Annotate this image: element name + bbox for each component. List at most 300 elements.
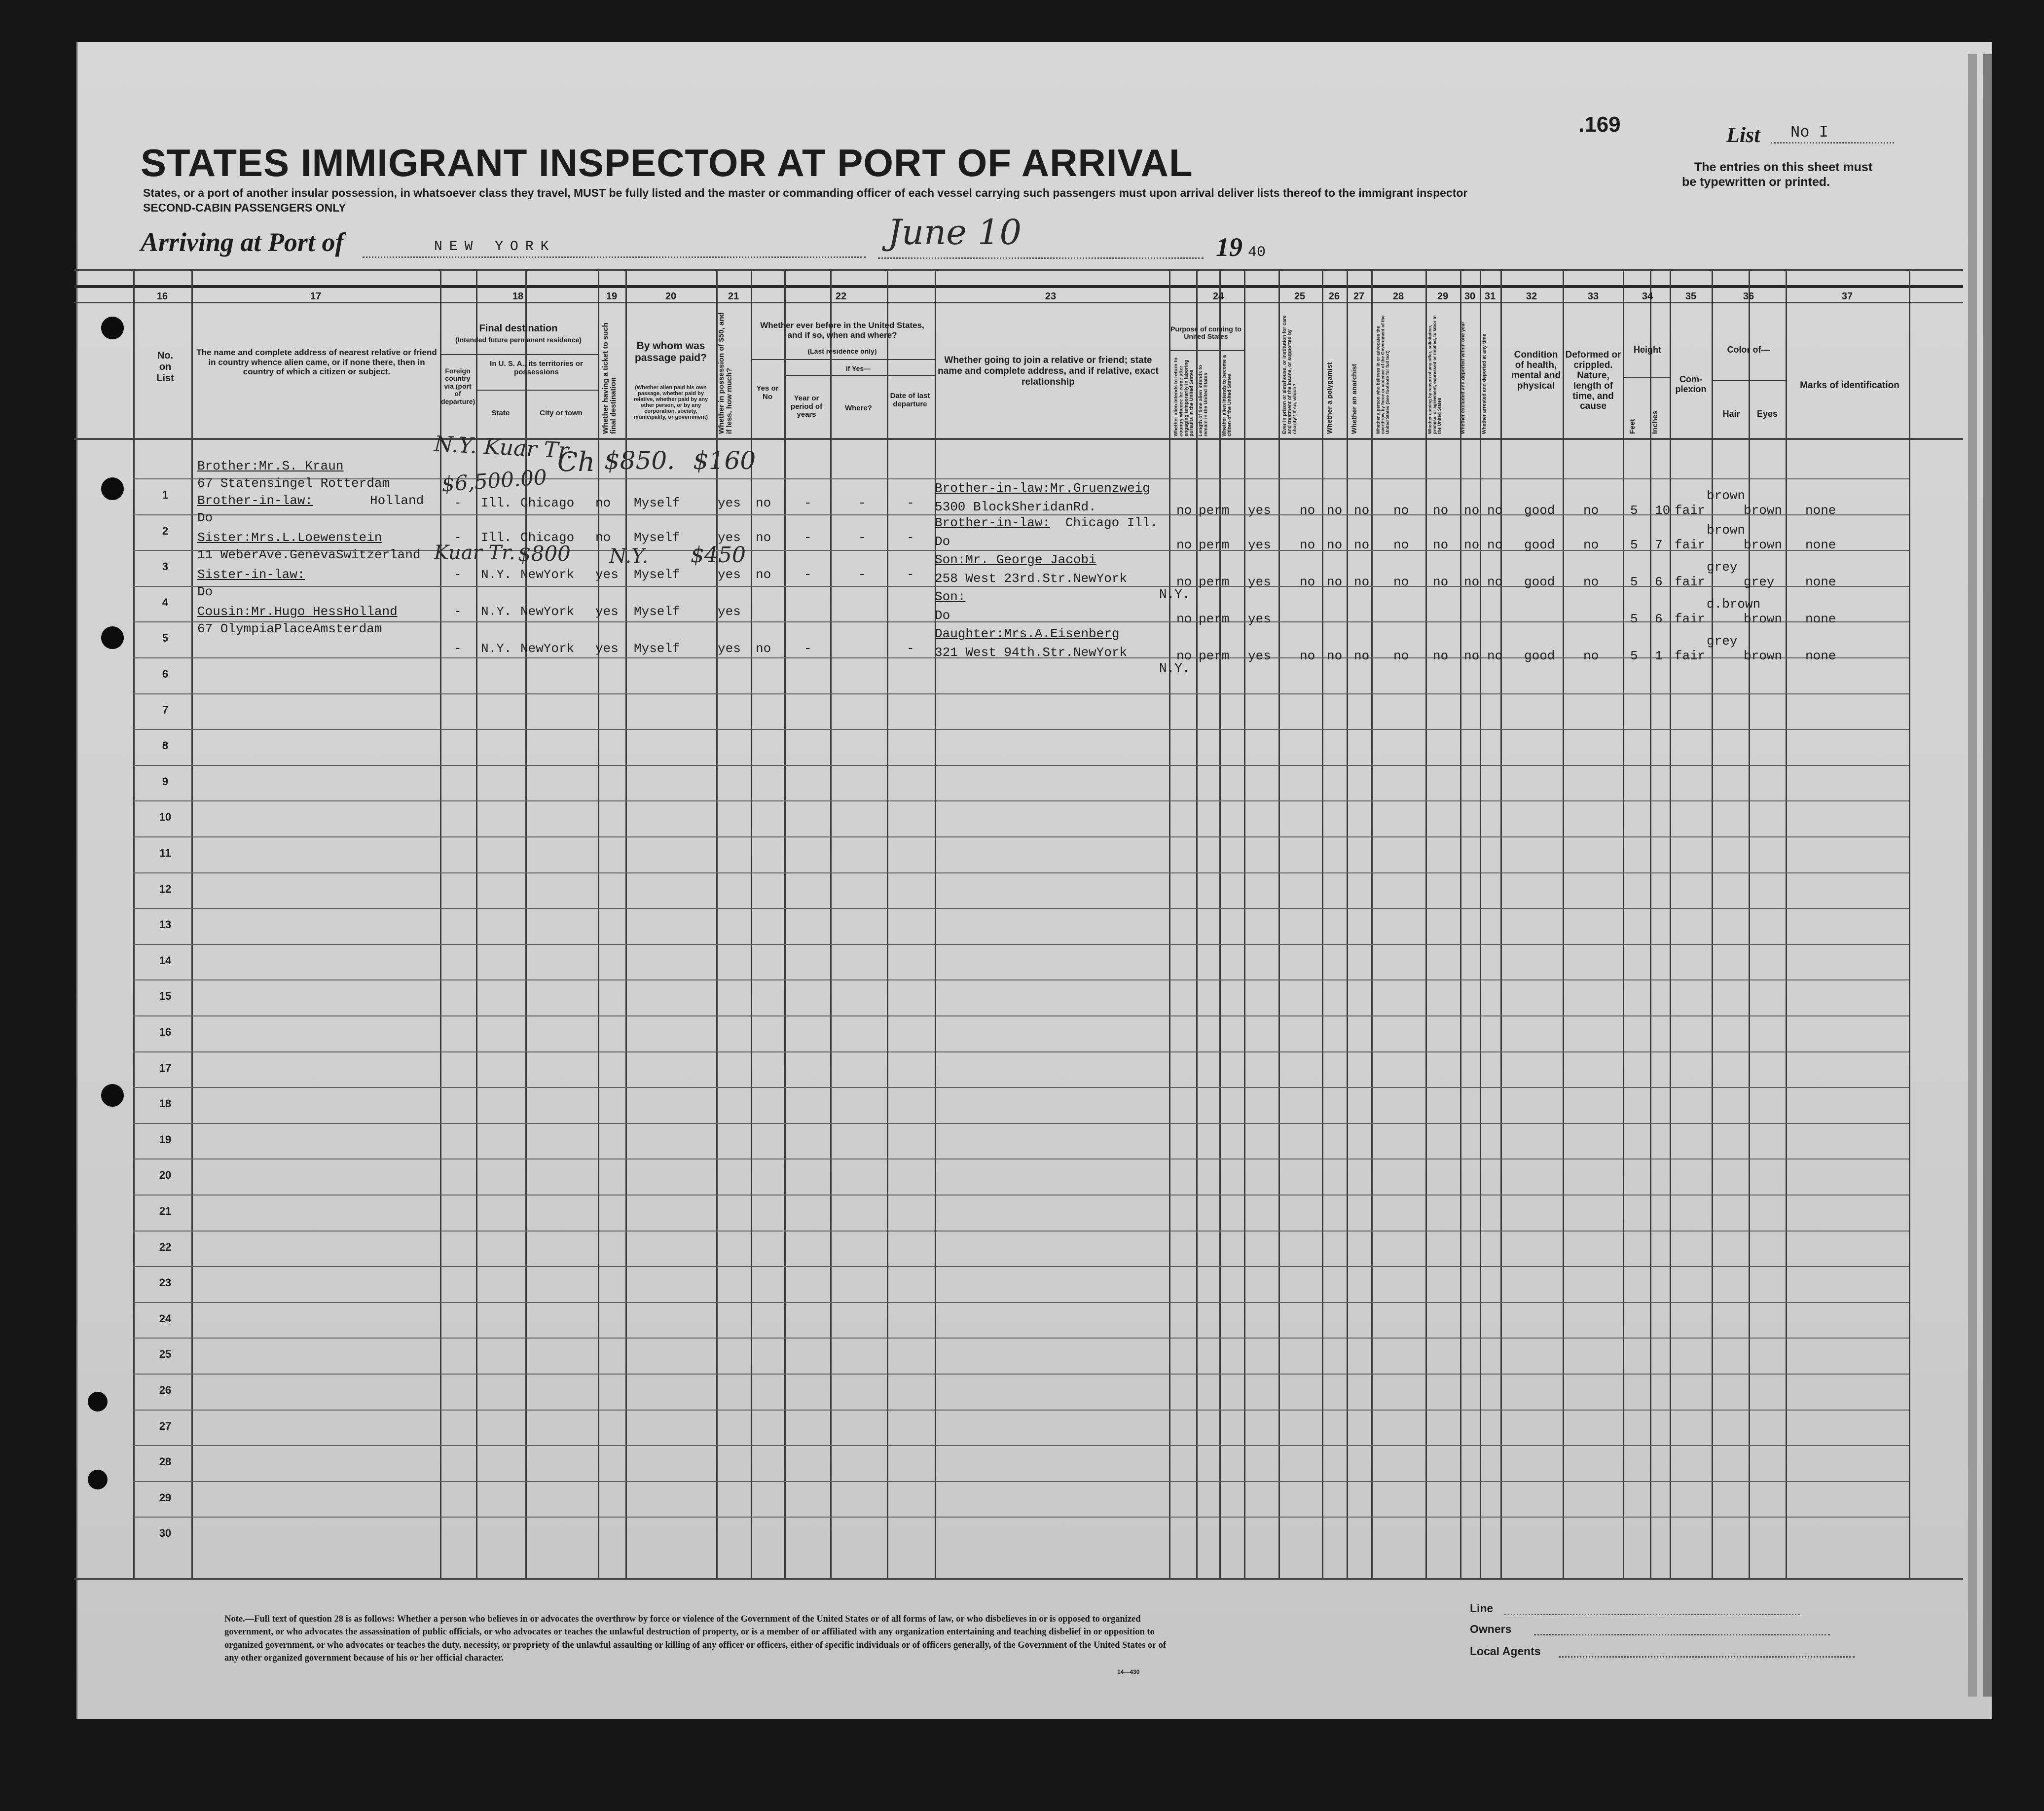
row-rule [133,586,1909,587]
destination-city: Chicago [520,530,575,545]
row-number: 2 [162,525,169,537]
col22-years: Year or period of years [790,394,823,419]
possession-50: yes [718,567,741,582]
col23-header: Whether going to join a relative or friend; state name and complete address, and if relative, exact relationship [938,355,1159,387]
col22-header: Whether ever before in the United States, and if so, when and where? [760,321,924,340]
excluded-answer: no [1464,575,1480,589]
prison-answer: no [1300,538,1315,552]
question-28-answer: no [1393,503,1409,518]
row-number: 24 [159,1312,172,1325]
purpose-return: no [1176,649,1192,663]
col26-header: Whether a polygamist [1325,362,1333,434]
column-number: 20 [665,291,677,302]
instruction-line-2: be typewritten or printed. [1682,175,1830,189]
column-divider [830,270,832,1578]
col18-note: (Intended future permanent residence) [455,336,582,344]
column-number: 17 [310,291,322,302]
col22-ifyes: If Yes— [845,364,871,372]
column-number: 36 [1743,291,1754,302]
row-rule [133,1051,1909,1052]
footer-line-field [1504,1614,1800,1615]
col19-header: Whether having a ticket to such final destination [601,323,618,434]
destination-state: N.Y. [481,567,512,582]
header-subdivider [440,354,598,355]
col33-header: Deformed or crippled. Nature, length of time, and cause [1565,350,1621,412]
col20-header: By whom was passage paid? [635,340,707,364]
question-28-answer: no [1393,538,1409,552]
row-rule [133,944,1909,945]
row-number: 4 [162,596,169,609]
row-rule [133,908,1909,909]
purpose-return: no [1176,538,1192,552]
passage-paid-by: Myself [634,530,680,545]
column-divider [1909,270,1910,1578]
column-divider [598,270,599,1578]
row-number: 12 [159,883,172,895]
join-address: 258 West 23rd.Str.NewYork [935,571,1128,586]
row-rule [133,836,1909,837]
row-number: 25 [159,1348,172,1360]
col34-header: Height [1634,345,1661,355]
relative-address: 67 Statensingel Rotterdam [197,476,390,491]
row-number: 10 [159,811,172,823]
port-underline [363,256,866,258]
col18-foreign: Foreign country via (port of departure) [441,367,475,405]
before-in-us: no [756,641,771,656]
col27-header: Whether an anarchist [1350,363,1358,434]
prison-answer: no [1300,575,1315,589]
health-condition: good [1524,649,1555,663]
labor-answer: no [1433,503,1449,518]
row-rule [133,693,1909,694]
anarchist-answer: no [1354,575,1370,589]
before-in-us: no [756,496,771,510]
row-number: 13 [159,918,172,931]
port-name: NEW YORK [434,239,556,254]
col17-header: The name and complete address of nearest relative or friend in country whence alien came, or if none there, then in country of which a citizen or subject. [196,348,437,377]
column-divider [1347,270,1348,1578]
handwritten-annotation: $160 [693,446,756,475]
before-in-us: no [756,530,771,545]
eye-color: brown [1744,612,1783,626]
before-where: - [858,530,866,545]
binder-hole [101,317,124,339]
column-divider [1749,270,1750,1578]
foreign-port: - [454,641,462,656]
eye-color: brown [1744,538,1783,552]
row-number: 3 [162,560,169,573]
column-divider [191,270,193,1578]
destination-city: NewYork [520,641,575,656]
row-number: 26 [159,1384,172,1396]
ticket-status: yes [595,641,619,656]
purpose-length: perm [1199,503,1230,518]
destination-state: Ill. [481,496,512,510]
col29-header: Whether coming by reason of any offer, solicitation, promise, or agreement, expressed or implied, to labor in the United States [1427,315,1442,434]
column-divider [1786,270,1787,1578]
health-condition: good [1524,575,1555,589]
row-number: 23 [159,1276,172,1289]
foreign-port: - [454,530,462,545]
row-rule [133,621,1909,622]
join-address: 5300 BlockSheridanRd. [935,500,1096,514]
col24-return: Whether alien intends to return to country whence he came after engaging temporarily in laboring pursuits in the United States [1173,357,1195,436]
col35-header: Com-plexion [1675,374,1707,394]
purpose-citizen: yes [1248,612,1271,626]
excluded-answer: no [1464,649,1480,663]
row-rule [133,1087,1909,1088]
deformed-answer: no [1583,575,1599,589]
footer-owners-label: Owners [1470,1623,1512,1635]
binder-hole [101,477,124,500]
year-prefix: 19 [1216,232,1242,262]
column-number-rule [74,285,1963,288]
join-relative: Brother-in-law:Mr.Gruenzweig [935,481,1150,496]
column-divider [1244,270,1245,1578]
labor-answer: no [1433,538,1449,552]
header-subdivider [751,359,935,360]
col22-date: Date of last departure [890,392,930,408]
column-number: 22 [835,291,847,302]
eye-color: brown [1744,649,1783,663]
row-rule [133,1517,1909,1518]
before-departure: - [907,641,914,656]
before-in-us: no [756,567,771,582]
row-number: 28 [159,1455,172,1468]
join-address: 321 West 94th.Str.NewYork [935,645,1128,660]
column-number: 29 [1437,291,1449,302]
row-rule [133,1123,1909,1124]
row-rule [133,979,1909,980]
handwritten-destination: Kuar Tr. [434,542,515,564]
possession-50: yes [718,530,741,545]
header-subdivider [784,375,935,376]
row-number: 30 [159,1527,172,1539]
anarchist-answer: no [1354,503,1370,518]
list-label: List [1726,123,1760,147]
identification-marks: none [1805,612,1836,626]
row-number: 14 [159,954,172,967]
purpose-return: no [1176,575,1192,589]
col36-header: Color of— [1727,345,1770,355]
labor-answer: no [1433,575,1449,589]
handwritten-annotation: $850. [604,446,675,475]
header-subdivider [1712,380,1786,381]
hair-color: brown [1707,523,1746,538]
foreign-port: - [454,496,462,510]
before-years: - [804,530,812,545]
col18-city: City or town [540,409,583,417]
height-inches: 1 [1655,649,1663,663]
row-number: 9 [162,775,169,788]
list-underline [1771,142,1894,144]
destination-state: Ill. [481,530,512,545]
before-years: - [804,567,812,582]
row-rule [133,1338,1909,1339]
join-city: Chicago Ill. [1065,515,1158,530]
column-divider [1278,270,1280,1578]
sheet-edge [1968,54,1977,1697]
relative-address: Do [197,584,213,599]
column-divider [1322,270,1323,1578]
col16-header: No. on List [156,350,174,384]
column-number: 16 [156,291,168,302]
row-rule [133,478,1909,479]
row-rule [133,1445,1909,1446]
relative-name: Cousin:Mr.Hugo HessHolland [197,604,398,619]
row-number: 29 [159,1491,172,1504]
purpose-citizen: yes [1248,649,1271,663]
ticket-status: no [595,530,611,545]
purpose-citizen: yes [1248,575,1271,589]
column-divider [1169,270,1170,1578]
column-divider [1623,270,1624,1578]
complexion: fair [1675,503,1706,518]
col31-header: Whether arrested and deported at any time [1482,333,1487,434]
row-number: 1 [162,489,169,501]
handwritten-amount: $800 [518,542,571,566]
hair-color: d.brown [1707,597,1761,612]
column-divider [1712,270,1713,1578]
relative-name: Brother-in-law: [197,493,313,508]
column-divider [1460,270,1461,1578]
purpose-length: perm [1199,612,1230,626]
eye-color: brown [1744,503,1783,518]
deported-answer: no [1487,649,1503,663]
height-inches: 7 [1655,538,1663,552]
row-number: 19 [159,1133,172,1146]
passage-paid-by: Myself [634,604,680,619]
col24-header: Purpose of coming to United States [1170,325,1241,341]
passage-paid-by: Myself [634,567,680,582]
sheet-edge-back [1983,54,1992,1697]
column-divider [1500,270,1502,1578]
column-number: 21 [728,291,739,302]
row-rule [133,1266,1909,1267]
form-class: SECOND-CABIN PASSENGERS ONLY [143,201,346,214]
join-city: N.Y. [1159,587,1190,602]
handwritten-amount: $6,500.00 [440,465,548,497]
column-number: 19 [606,291,618,302]
column-divider [887,270,888,1578]
table-bottom [74,1578,1963,1580]
row-rule [133,765,1909,766]
row-number: 21 [159,1205,172,1217]
handwritten-annotation: Ch [557,446,595,477]
relative-address: Do [197,510,213,525]
before-years: - [804,641,812,656]
before-where: - [858,496,866,510]
list-number: No I [1790,123,1828,142]
polygamist-answer: no [1327,575,1343,589]
destination-state: N.Y. [481,641,512,656]
column-number: 26 [1328,291,1340,302]
labor-answer: no [1433,649,1449,663]
purpose-return: no [1176,503,1192,518]
column-number: 32 [1526,291,1537,302]
column-number: 31 [1484,291,1496,302]
col18-state: State [491,409,510,417]
col30-header: Whether excluded and deported within one year [1460,322,1466,434]
deformed-answer: no [1583,649,1599,663]
col34-feet: Feet [1628,419,1637,434]
destination-city: NewYork [520,567,575,582]
relative-country: Holland [370,493,424,508]
row-rule [133,1481,1909,1482]
height-feet: 5 [1630,649,1638,663]
arrival-date: June 10 [888,212,1022,253]
row-number: 20 [159,1169,172,1181]
before-years: - [804,496,812,510]
footer-owners-field [1534,1634,1830,1635]
relative-address: 67 OlympiaPlaceAmsterdam [197,621,382,636]
height-inches: 10 [1655,503,1671,518]
footer-agents-label: Local Agents [1470,1645,1541,1658]
column-divider [133,270,135,1578]
row-number: 8 [162,739,169,752]
col28-header: Whether a person who believes in or advocates the overthrow by force or violence of the Government of the United States (See footnote for full text) [1376,315,1390,434]
complexion: fair [1675,649,1706,663]
height-inches: 6 [1655,612,1663,626]
prison-answer: no [1300,649,1315,663]
destination-city: NewYork [520,604,575,619]
passage-paid-by: Myself [634,496,680,510]
row-number: 6 [162,668,169,680]
column-divider [784,270,786,1578]
col22-yesno: Yes or No [756,384,779,401]
col36-eyes: Eyes [1756,409,1778,419]
join-address: Do [935,534,950,549]
col18-header: Final destination [479,323,558,334]
excluded-answer: no [1464,538,1480,552]
polygamist-answer: no [1327,538,1343,552]
form-subtitle: States, or a port of another insular possession, in whatsoever class they travel, MUST be fully listed and the master or commanding officer of each vessel carrying such passengers must upon arrival deliver lists thereof to the immigrant inspector [143,186,1468,199]
question-28-answer: no [1393,649,1409,663]
column-divider [1670,270,1671,1578]
relative-name: Sister:Mrs.L.Loewenstein [197,530,382,545]
row-rule [133,800,1909,801]
row-number: 27 [159,1420,172,1432]
identification-marks: none [1805,503,1836,518]
foreign-port: - [454,604,462,619]
purpose-return: no [1176,612,1192,626]
join-city: N.Y. [1159,661,1190,676]
before-departure: - [907,530,914,545]
column-number: 35 [1685,291,1697,302]
identification-marks: none [1805,575,1836,589]
deported-answer: no [1487,575,1503,589]
before-departure: - [907,496,914,510]
column-number: 28 [1392,291,1404,302]
ticket-status: yes [595,567,619,582]
anarchist-answer: no [1354,649,1370,663]
row-rule [133,1374,1909,1375]
handwritten-annotation: $450 [691,543,746,568]
binder-hole [101,626,124,649]
col36-hair: Hair [1722,409,1740,419]
footer-line-label: Line [1470,1602,1494,1615]
identification-marks: none [1805,538,1836,552]
height-feet: 5 [1630,612,1638,626]
footer-agents-field [1559,1656,1855,1658]
column-divider [1563,270,1564,1578]
manifest-sheet [76,42,1992,1719]
row-rule [133,1302,1909,1303]
column-number: 25 [1294,291,1306,302]
column-divider [1219,270,1221,1578]
relative-address: 11 WeberAve.GenevaSwitzerland [197,547,421,562]
deported-answer: no [1487,503,1503,518]
year-suffix: 40 [1248,244,1266,261]
row-number: 7 [162,704,169,716]
col21-header: Whether in possession of $50, and if less, how much? [717,312,733,434]
header-subdivider [476,390,598,391]
handwritten-destination: N.Y. Kuar Tr. [433,431,574,464]
column-header-bottom [74,438,1963,440]
height-feet: 5 [1630,575,1638,589]
join-relative: Daughter:Mrs.A.Eisenberg [935,626,1120,641]
column-divider [1650,270,1651,1578]
health-condition: good [1524,503,1555,518]
purpose-length: perm [1199,538,1230,552]
row-number: 18 [159,1097,172,1110]
health-condition: good [1524,538,1555,552]
ticket-status: yes [595,604,619,619]
relative-name: Brother:Mr.S. Kraun [197,459,344,473]
form-code: 14—430 [1117,1668,1140,1675]
row-rule [133,1015,1909,1016]
before-where: - [858,567,866,582]
row-number: 15 [159,990,172,1002]
join-address: Do [935,608,950,623]
purpose-length: perm [1199,649,1230,663]
column-number: 33 [1587,291,1599,302]
col22-note: (Last residence only) [807,347,877,355]
footnote-question-28: Note.—Full text of question 28 is as follows: Whether a person who believes in or advocates the overthrow by force or violence of the Government of the United States or of all forms of law, or who disbelieves in or is opposed to organized government, or who advocates the assassination of public officials, or who advocates or teaches the unlawful destruction of property, or is a member of or affiliated with any organization entertaining and teaching disbelief in or opposition to organized government, or who advocates or teaches the duty, necessity, or propriety of the unlawful assaulting or killing of any officer or officers, either of specific individuals or of officers generally, of the Government of the United States or of any other organized government because of his or her official character. [224,1614,1167,1663]
column-number: 27 [1353,291,1365,302]
before-departure: - [907,567,914,582]
deformed-answer: no [1583,503,1599,518]
column-divider [440,270,441,1578]
col34-inches: Inches [1651,410,1659,434]
col25-header: Ever in prison or almshouse, or institution for care and treatment of the insane, or supported by charity? If so, which? [1282,315,1298,434]
possession-50: yes [718,641,741,656]
purpose-citizen: yes [1248,503,1271,518]
row-number: 17 [159,1062,172,1074]
col20-note: (Whether alien paid his own passage, whether paid by relative, whether paid by any other person, or by any corporation, society, municipality, or government) [633,385,708,421]
column-header-top [74,302,1963,303]
date-underline [878,257,1204,259]
deported-answer: no [1487,538,1503,552]
col22-where: Where? [844,404,872,412]
excluded-answer: no [1464,503,1480,518]
hair-color: grey [1707,634,1738,649]
col37-header: Marks of identification [1800,380,1899,391]
col24-length: Length of time alien intends to remain in the United States [1198,365,1209,436]
column-number: 30 [1464,291,1476,302]
header-rule [74,269,1963,271]
column-number: 37 [1841,291,1853,302]
purpose-length: perm [1199,575,1230,589]
column-divider [1371,270,1373,1578]
row-number: 16 [159,1026,172,1038]
height-feet: 5 [1630,503,1638,518]
polygamist-answer: no [1327,503,1343,518]
purpose-citizen: yes [1248,538,1271,552]
foreign-port: - [454,567,462,582]
height-inches: 6 [1655,575,1663,589]
question-28-answer: no [1393,575,1409,589]
